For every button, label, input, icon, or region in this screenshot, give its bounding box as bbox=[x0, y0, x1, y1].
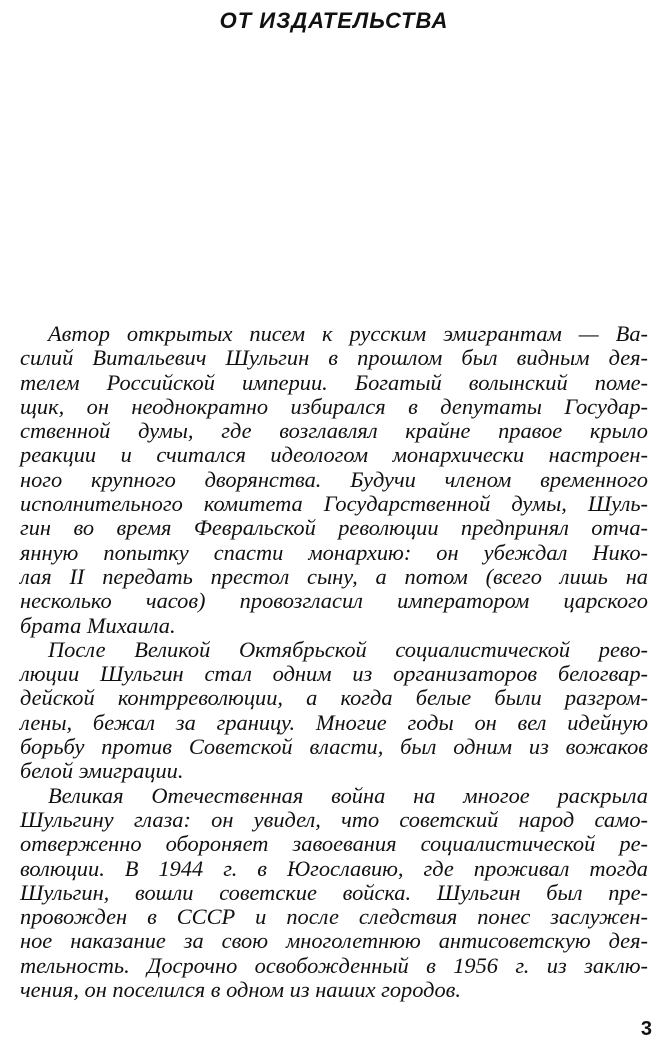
paragraph-3 bbox=[20, 784, 648, 1003]
text-line: дейской контрреволюции, а когда белые были разгром- bbox=[20, 685, 648, 711]
text-line: волюции. В 1944 г. в Югославию, где проживал тогда bbox=[20, 855, 648, 881]
paragraph-1 bbox=[20, 322, 648, 638]
text-line: ного крупного дворянства. Будучи членом временного bbox=[20, 466, 648, 492]
text-line: лая II передать престол сыну, а потом (всего лишь на bbox=[20, 563, 648, 589]
paragraph-2 bbox=[20, 638, 648, 784]
text-line: Автор открытых писем к русским эмигрантам — Ва- bbox=[48, 321, 648, 346]
text-line: ственной думы, где возглавлял крайне правое крыло bbox=[20, 418, 648, 444]
text-line: силий Витальевич Шульгин в прошлом был видным дея- bbox=[20, 345, 648, 371]
text-line: люции Шульгин стал одним из организаторов белогвар- bbox=[20, 661, 648, 687]
text-line: Шульгину глаза: он увидел, что советский народ само- bbox=[20, 806, 648, 832]
text-line: щик, он неоднократно избирался в депутаты Государ- bbox=[20, 393, 648, 419]
text-line: Великая Отечественная война на многое раскрыла bbox=[48, 782, 648, 808]
text-line: тельность. Досрочно освобожденный в 1956 г. из заклю- bbox=[20, 952, 648, 978]
text-line: провожден в СССР и после следствия понес заслужен- bbox=[20, 904, 648, 930]
text-line: ное наказание за свою многолетнюю антисоветскую дея- bbox=[20, 928, 648, 954]
text-line: чения, он поселился в одном из наших городов. bbox=[20, 977, 461, 1003]
text-line: реакции и считался идеологом монархически настроен- bbox=[20, 442, 648, 468]
text-line: янную попытку спасти монархию: он убеждал Нико- bbox=[20, 539, 648, 565]
text-line: борьбу против Советской власти, был одним из вожаков bbox=[20, 734, 648, 760]
text-line: гин во время Февральской революции предпринял отча- bbox=[20, 515, 648, 541]
text-line: телем Российской империи. Богатый волынский поме- bbox=[20, 369, 648, 395]
text-line: отверженно обороняет завоевания социалистической ре- bbox=[20, 831, 648, 857]
text-line: несколько часов) провозгласил императором царского bbox=[20, 588, 648, 614]
text-line: После Великой Октябрьской социалистической рево- bbox=[48, 636, 648, 662]
body-text bbox=[20, 322, 648, 1002]
text-line: брата Михаила. bbox=[20, 612, 176, 638]
text-line: лены, бежал за границу. Многие годы он вел идейную bbox=[20, 709, 648, 735]
text-line: белой эмиграции. bbox=[20, 758, 184, 784]
page-heading: ОТ ИЗДАТЕЛЬСТВА bbox=[219, 8, 449, 33]
page-number: 3 bbox=[640, 1018, 652, 1040]
text-line: исполнительного комитета Государственной думы, Шуль- bbox=[20, 491, 648, 517]
text-line: Шульгин, вошли советские войска. Шульгин был пре- bbox=[20, 879, 648, 905]
